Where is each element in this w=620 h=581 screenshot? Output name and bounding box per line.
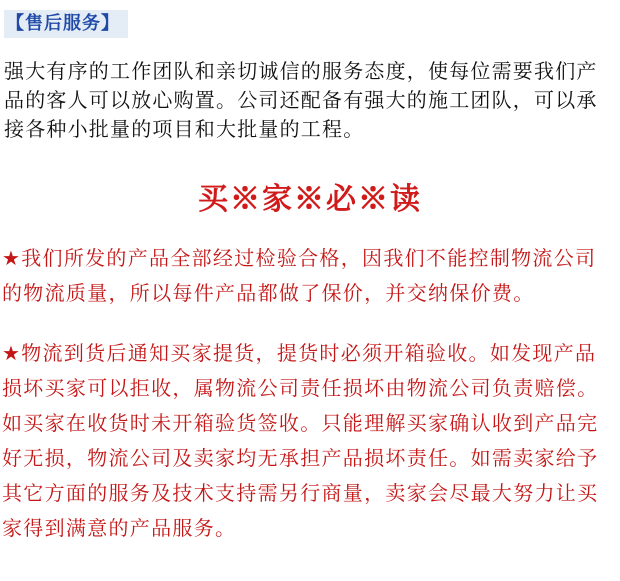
intro-paragraph: 强大有序的工作团队和亲切诚信的服务态度，使每位需要我们产品的客人可以放心购置。公司还配备有强大的施工团队，可以承接各种小批量的项目和大批量的工程。: [4, 59, 598, 141]
notice-paragraph-delivery: [2, 336, 616, 546]
after-sales-service-header: 【售后服务】: [4, 10, 128, 38]
notice-paragraph-insurance: [2, 241, 616, 311]
star-icon: ★: [2, 246, 22, 270]
notice-paragraph-text: 我们所发的产品全部经过检验合格，因我们不能控制物流公司的物流质量，所以每件产品都做了保价，并交纳保价费。: [2, 246, 597, 305]
buyer-notice-title: 买※家※必※读: [198, 182, 422, 217]
notice-paragraph-text: 物流到货后通知买家提货，提货时必须开箱验收。如发现产品损坏买家可以拒收，属物流公司责任损坏由物流公司负责赔偿。如买家在收货时未开箱验货签收。只能理解买家确认收到产品完好无损，物流公司及卖家均无承担产品损坏责任。如需卖家给予其它方面的服务及技术支持需另行商量，卖家会尽最大努力让买家得到满意的产品服务。: [2, 341, 599, 540]
star-icon: ★: [2, 341, 22, 365]
